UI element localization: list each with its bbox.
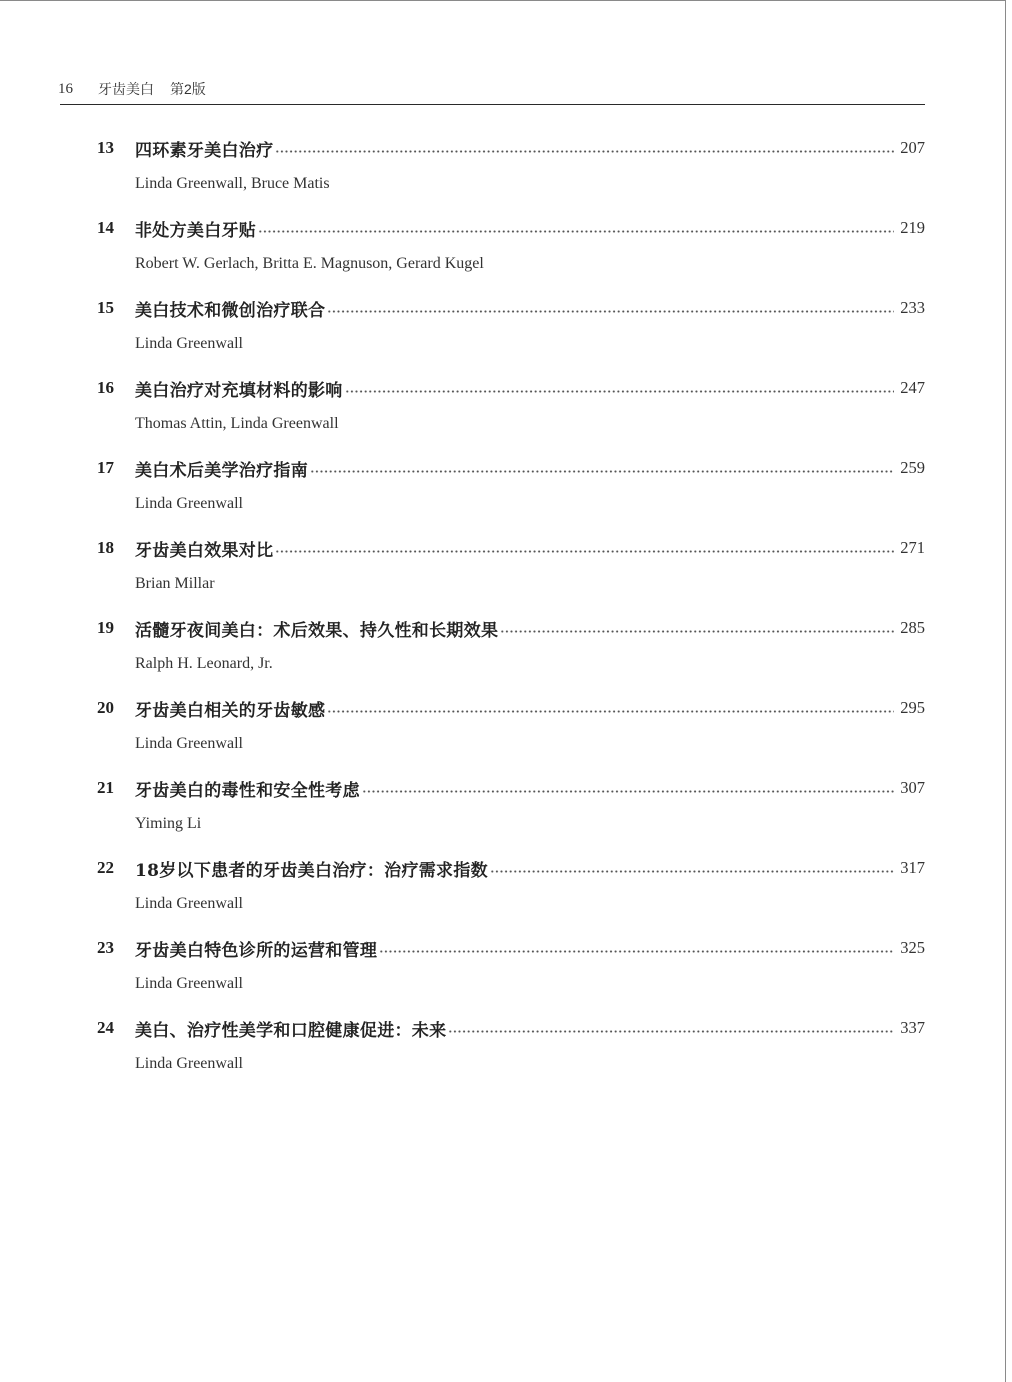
dot-leader xyxy=(448,1030,894,1033)
chapter-number: 15 xyxy=(97,298,114,317)
chapter-page-number: 271 xyxy=(900,538,925,557)
chapter-page-number: 337 xyxy=(900,1018,925,1037)
chapter-page-number: 307 xyxy=(900,778,925,797)
chapter-page-number: 207 xyxy=(900,138,925,157)
chapter-title: 四环素牙美白治疗 xyxy=(135,140,274,161)
toc-title-row xyxy=(97,690,925,726)
dot-leader xyxy=(362,790,894,793)
chapter-number: 13 xyxy=(97,138,114,157)
chapter-authors: Linda Greenwall, Bruce Matis xyxy=(135,175,330,192)
chapter-page-number: 317 xyxy=(900,858,925,877)
toc-entry xyxy=(97,130,925,210)
chapter-authors: Linda Greenwall xyxy=(135,495,243,512)
chapter-authors: Thomas Attin, Linda Greenwall xyxy=(135,415,339,432)
chapter-title: 牙齿美白特色诊所的运营和管理 xyxy=(135,940,378,961)
chapter-page-number: 325 xyxy=(900,938,925,957)
chapter-number: 21 xyxy=(97,778,114,797)
dot-leader xyxy=(258,230,894,233)
chapter-page-number: 247 xyxy=(900,378,925,397)
toc-entry xyxy=(97,530,925,610)
dot-leader xyxy=(275,550,894,553)
toc-title-row xyxy=(97,770,925,806)
toc-title-row xyxy=(97,930,925,966)
chapter-authors: Linda Greenwall xyxy=(135,1055,243,1072)
chapter-title: 美白技术和微创治疗联合 xyxy=(135,300,326,321)
chapter-number: 22 xyxy=(97,858,114,877)
toc-entry xyxy=(97,210,925,290)
chapter-number: 24 xyxy=(97,1018,114,1037)
book-edition: 第2版 xyxy=(170,81,206,97)
chapter-page-number: 295 xyxy=(900,698,925,717)
chapter-title: 美白治疗对充填材料的影响 xyxy=(135,380,343,401)
chapter-authors: Robert W. Gerlach, Britta E. Magnuson, Gerard Kugel xyxy=(135,255,484,272)
page-folio: 16 xyxy=(58,80,73,97)
dot-leader xyxy=(275,150,894,153)
chapter-page-number: 259 xyxy=(900,458,925,477)
toc-entry xyxy=(97,930,925,1010)
chapter-number: 18 xyxy=(97,538,114,557)
chapter-number: 20 xyxy=(97,698,114,717)
chapter-authors: Linda Greenwall xyxy=(135,895,243,912)
chapter-title: 活髓牙夜间美白：术后效果、持久性和长期效果 xyxy=(135,620,499,641)
chapter-page-number: 233 xyxy=(900,298,925,317)
chapter-number: 17 xyxy=(97,458,114,477)
toc-entry xyxy=(97,450,925,530)
toc-title-row xyxy=(97,210,925,246)
chapter-authors: Ralph H. Leonard, Jr. xyxy=(135,655,273,672)
chapter-authors: Linda Greenwall xyxy=(135,335,243,352)
chapter-title: 18岁以下患者的牙齿美白治疗：治疗需求指数 xyxy=(135,860,488,881)
chapter-authors: Brian Millar xyxy=(135,575,215,592)
toc-title-row xyxy=(97,450,925,486)
dot-leader xyxy=(500,630,894,633)
chapter-title: 美白术后美学治疗指南 xyxy=(135,460,308,481)
toc-entry xyxy=(97,850,925,930)
toc-title-row xyxy=(97,130,925,166)
chapter-title: 牙齿美白相关的牙齿敏感 xyxy=(135,700,326,721)
toc-title-row xyxy=(97,850,925,886)
chapter-authors: Linda Greenwall xyxy=(135,735,243,752)
toc-title-row xyxy=(97,370,925,406)
chapter-number: 16 xyxy=(97,378,114,397)
dot-leader xyxy=(490,870,894,873)
chapter-number: 19 xyxy=(97,618,114,637)
dot-leader xyxy=(310,470,894,473)
dot-leader xyxy=(345,390,895,393)
toc-title-row xyxy=(97,530,925,566)
chapter-authors: Yiming Li xyxy=(135,815,202,832)
toc-entry xyxy=(97,1010,925,1090)
chapter-number: 14 xyxy=(97,218,114,237)
chapter-page-number: 285 xyxy=(900,618,925,637)
toc-title-row xyxy=(97,290,925,326)
dot-leader xyxy=(379,950,894,953)
toc-entry xyxy=(97,290,925,370)
toc-title-row xyxy=(97,1010,925,1046)
chapter-title: 非处方美白牙贴 xyxy=(135,220,257,241)
toc-title-row xyxy=(97,610,925,646)
header-rule xyxy=(60,104,925,105)
toc-entry xyxy=(97,370,925,450)
chapter-page-number: 219 xyxy=(900,218,925,237)
dot-leader xyxy=(327,310,894,313)
toc-entry xyxy=(97,770,925,850)
chapter-number: 23 xyxy=(97,938,114,957)
dot-leader xyxy=(327,710,894,713)
chapter-title: 牙齿美白效果对比 xyxy=(135,540,274,561)
toc-entry xyxy=(97,610,925,690)
running-head xyxy=(58,78,206,100)
toc-entry xyxy=(97,690,925,770)
book-title: 牙齿美白 xyxy=(98,81,154,97)
table-of-contents xyxy=(97,130,925,1090)
chapter-authors: Linda Greenwall xyxy=(135,975,243,992)
chapter-title: 美白、治疗性美学和口腔健康促进：未来 xyxy=(135,1020,447,1041)
chapter-title: 牙齿美白的毒性和安全性考虑 xyxy=(135,780,360,801)
